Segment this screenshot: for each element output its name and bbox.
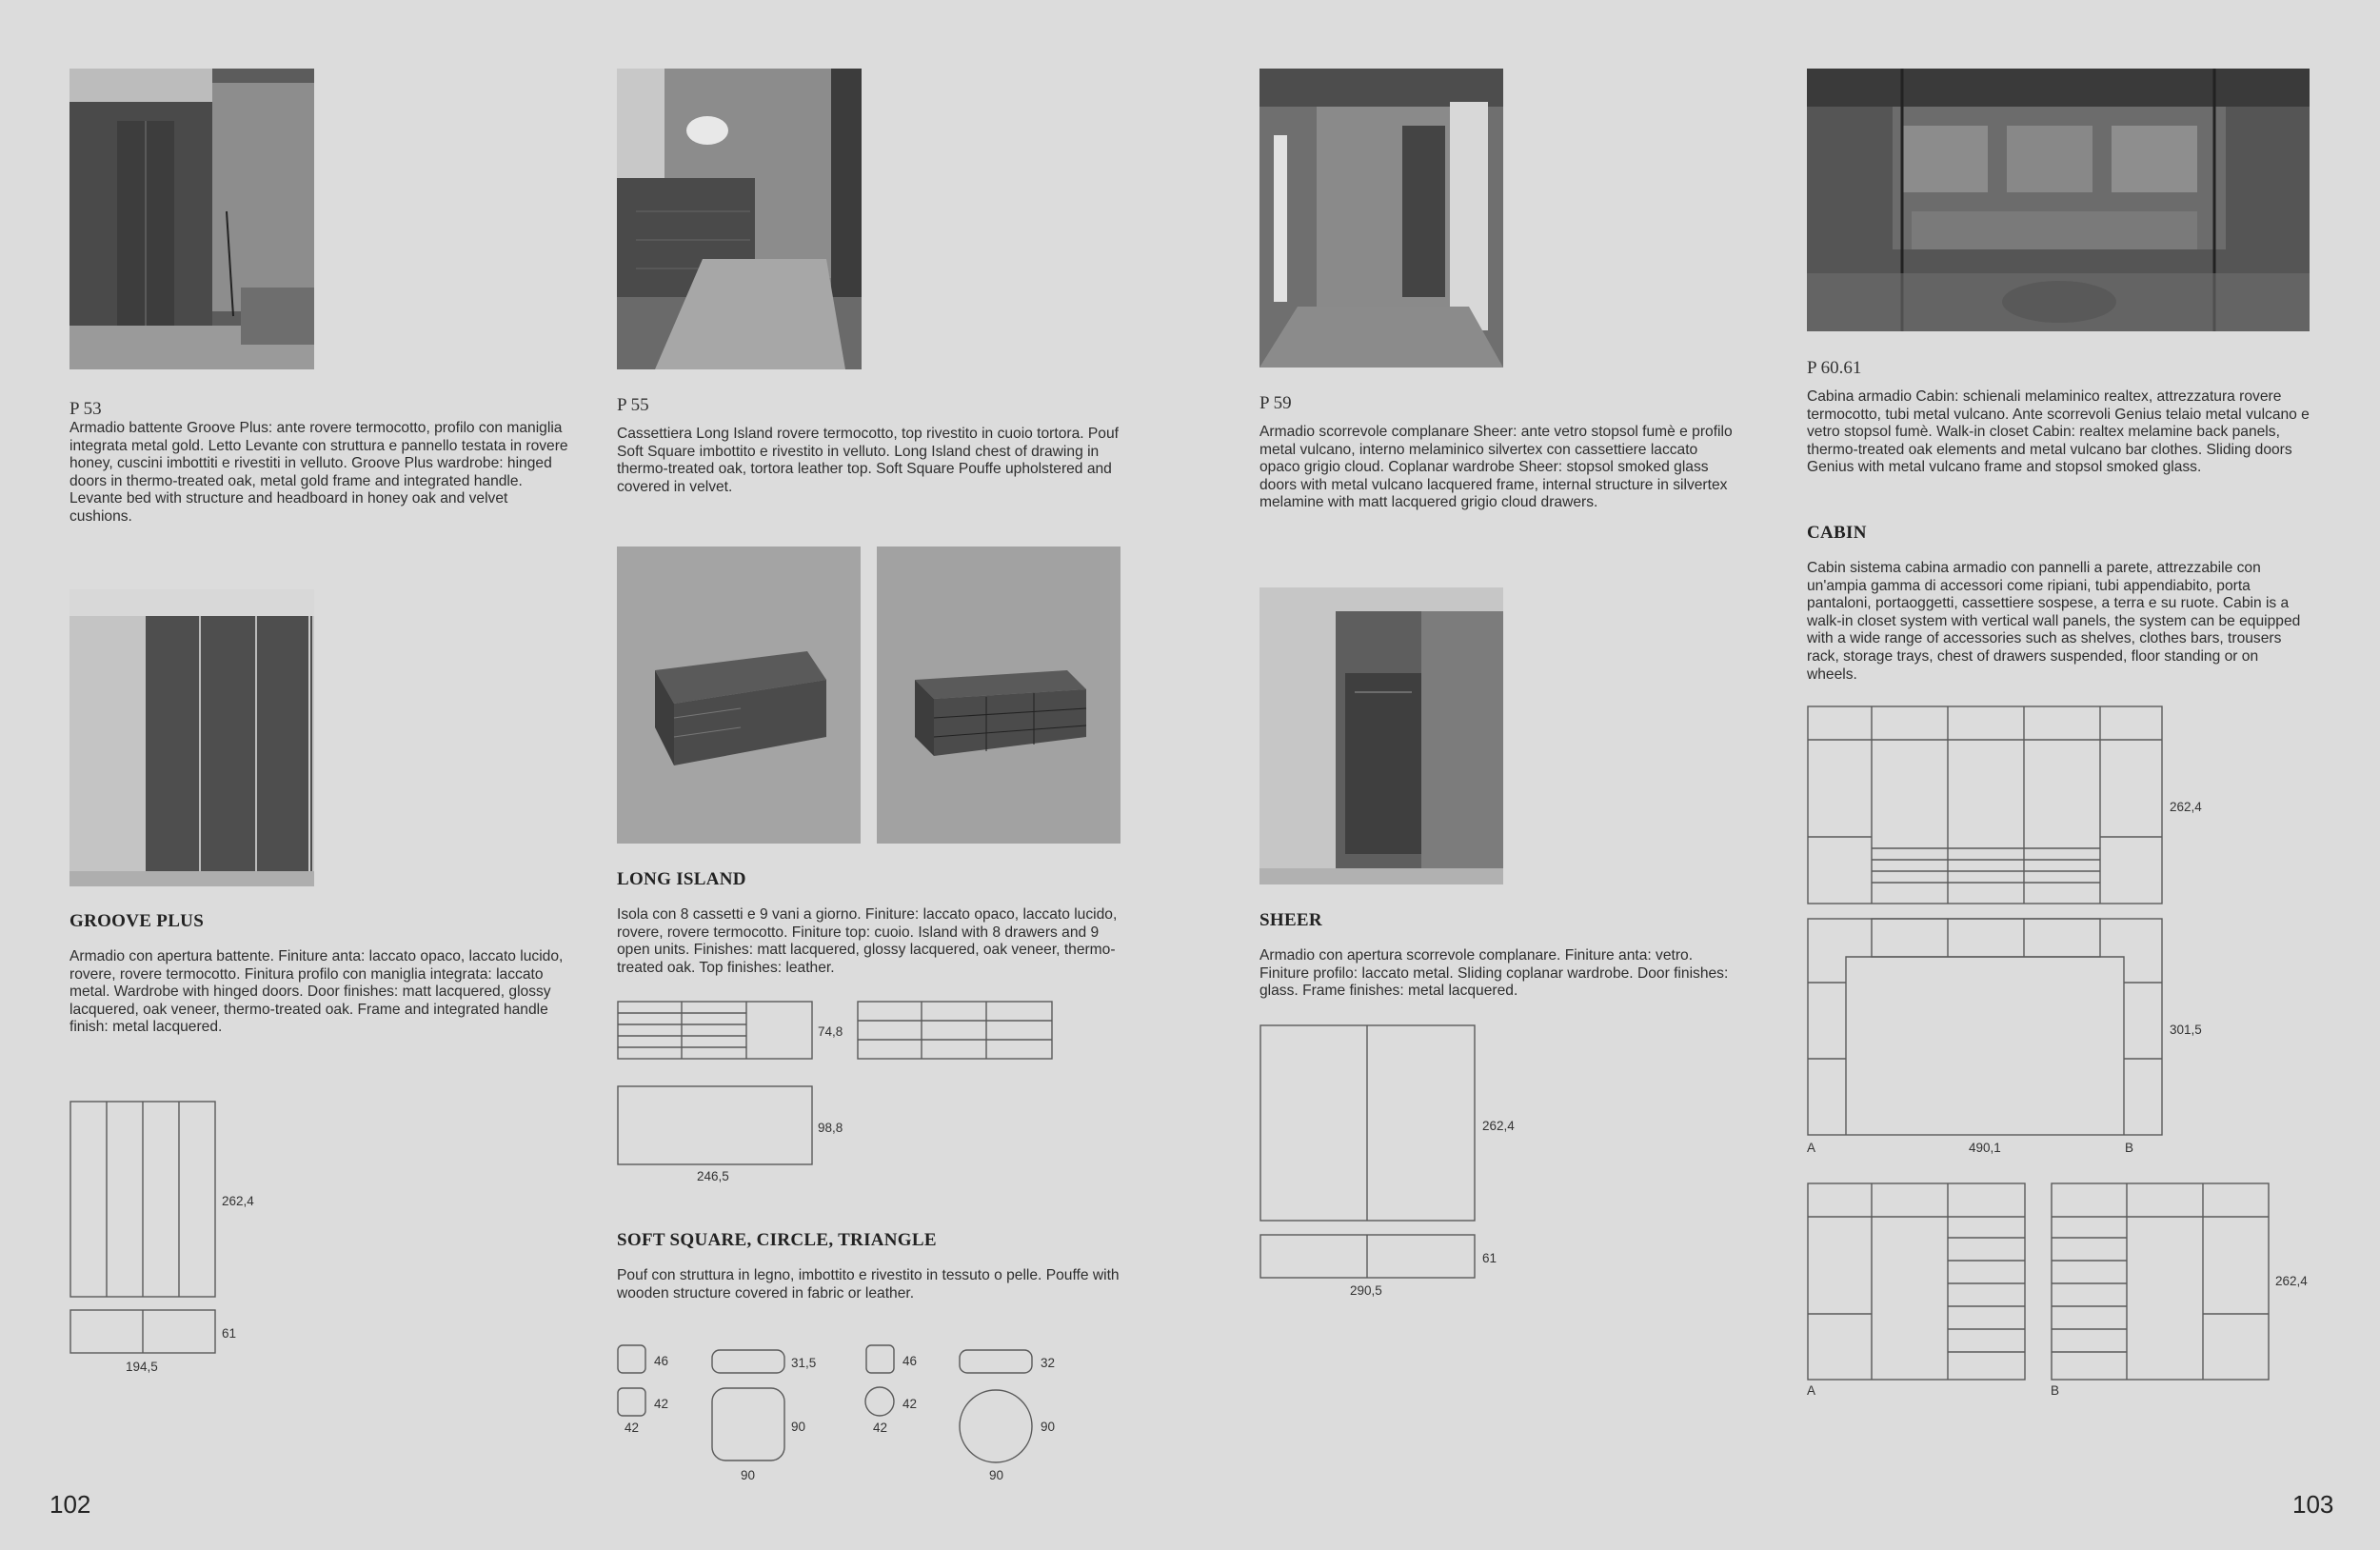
dim-soft-square-height: 31,5 — [791, 1356, 817, 1370]
item-text: Armadio battente Groove Plus: ante rovere termocotto, profilo con maniglia integrata metal gold. Letto Levante con struttura e pannello testata in rovere honey, cuscini imbottiti e rivestiti in velluto. Groove Plus wardrobe: hinged doors in thermo-treated oak, metal gold frame and integrated handle. Levante bed with structure and headboard in honey oak and velvet cushions. — [69, 420, 568, 525]
product-title: LONG ISLAND — [617, 869, 746, 889]
product-sheer — [1259, 910, 1740, 1001]
dim-soft-circle-depth: 90 — [1041, 1420, 1056, 1434]
item-p55 — [617, 395, 1121, 496]
item-ref: P 59 — [1259, 393, 1292, 413]
long-island-plan-drawing — [617, 1085, 814, 1165]
dim-height: 74,8 — [818, 1024, 843, 1039]
item-text: Armadio scorrevole complanare Sheer: ante vetro stopsol fumè e profilo metal vulcano, interno melaminico silvertex con cassettiere laccato opaco grigio cloud. Coplanar wardrobe Sheer: stopsol smoked glass doors with metal vulcano lacquered frame, internal structure in silvertex melamine with matt lacquered grigio cloud drawers. — [1259, 424, 1733, 511]
product-title: CABIN — [1807, 523, 1867, 543]
dim-width: 290,5 — [1350, 1283, 1382, 1298]
cabin-section-a-drawing — [1807, 1182, 2028, 1382]
dim-height: 262,4 — [222, 1194, 254, 1208]
dim-soft-square-width: 90 — [741, 1468, 756, 1482]
photo-sheer-wardrobe — [1259, 69, 1503, 368]
item-ref: P 60.61 — [1807, 358, 1862, 378]
dim-soft-circle-height: 32 — [1041, 1356, 1056, 1370]
dim-width: 246,5 — [697, 1169, 729, 1183]
label-b: B — [2125, 1141, 2134, 1155]
item-p59 — [1259, 393, 1740, 512]
dim-depth: 98,8 — [818, 1121, 843, 1135]
product-groove-plus — [69, 911, 574, 1037]
label-a: A — [1807, 1141, 1816, 1155]
dim-depth: 61 — [1482, 1251, 1497, 1265]
product-cabin — [1807, 523, 2311, 684]
photo-groove-plus-product — [69, 589, 314, 886]
product-text: Isola con 8 cassetti e 9 vani a giorno. Finiture: laccato opaco, laccato lucido, rovere, rovere termocotto. Finiture top: cuoio. Island with 8 drawers and 9 open units. Finishes: matt lacquered, glossy lacquered, oak veneer, thermo-treated oak. Top finishes: leather. — [617, 906, 1118, 976]
item-ref: P 55 — [617, 395, 649, 415]
dim-square-height-2: 42 — [654, 1397, 669, 1411]
product-text: Armadio con apertura battente. Finiture anta: laccato opaco, laccato lucido, rovere, rovere termocotto. Finitura profilo con maniglia integrata: laccato metal. Wardrobe with hinged doors. Door finishes: matt lacquered, glossy lacquered, oak veneer, thermo-treated oak. Frame and integrated handle finish: metal lacquered. — [69, 948, 564, 1036]
product-title: GROOVE PLUS — [69, 911, 205, 931]
photo-long-island-drawers — [617, 546, 861, 844]
item-text: Cabina armadio Cabin: schienali melaminico realtex, attrezzatura rovere termocotto, tubi metal vulcano. Ante scorrevoli Genius telaio metal vulcano e vetro stopsol fumè. Walk-in closet Cabin: realtex melamine back panels, thermo-treated oak elements and metal vulcano bar clothes. Sliding doors Genius with metal vulcano frame and stopsol smoked glass. — [1807, 388, 2310, 476]
item-p6061 — [1807, 358, 2311, 477]
photo-long-island-open — [877, 546, 1121, 844]
dim-depth: 61 — [222, 1326, 237, 1341]
item-p53 — [69, 399, 574, 527]
soft-pouf-drawings — [617, 1344, 1045, 1464]
dim-height: 262,4 — [1482, 1119, 1515, 1133]
photo-groove-plus-bedroom — [69, 69, 314, 369]
groove-plus-front-drawing — [69, 1101, 217, 1358]
dim-cabin-height: 262,4 — [2170, 800, 2202, 814]
product-text: Armadio con apertura scorrevole complanare. Finiture anta: vetro. Finiture profilo: laccato metal. Sliding coplanar wardrobe. Door finishes: glass. Frame finishes: metal lacquered. — [1259, 947, 1729, 1000]
label-b-section: B — [2051, 1383, 2060, 1398]
item-ref: P 53 — [69, 399, 102, 419]
cabin-plan-drawing — [1807, 918, 2165, 1137]
dim-cabin-section-height: 262,4 — [2275, 1274, 2308, 1288]
photo-sheer-product — [1259, 587, 1503, 884]
dim-circle-height: 46 — [902, 1354, 918, 1368]
dim-circle-width: 42 — [873, 1421, 888, 1435]
cabin-section-b-drawing — [2051, 1182, 2271, 1382]
product-text: Cabin sistema cabina armadio con pannelli a parete, attrezzabile con un'ampia gamma di accessori come ripiani, tubi appendiabito, porta pantaloni, portaoggetti, cassettiere sospese, a terra e su ruote. Cabin is a walk-in closet system with vertical wall panels, the system can be equipped with a wide range of accessories such as shelves, clothes bars, trousers rack, storage trays, chest of drawers suspended, floor standing or on wheels. — [1807, 560, 2301, 683]
page-number-right: 103 — [2292, 1490, 2334, 1519]
dim-square-height: 46 — [654, 1354, 669, 1368]
product-soft-square — [617, 1230, 1121, 1302]
dim-cabin-depth: 301,5 — [2170, 1023, 2202, 1037]
photo-cabin-walkin-closet — [1807, 69, 2310, 331]
photo-long-island-room — [617, 69, 862, 369]
dim-soft-square-depth: 90 — [791, 1420, 806, 1434]
product-title: SHEER — [1259, 910, 1322, 930]
page-number-left: 102 — [50, 1490, 91, 1519]
item-text: Cassettiera Long Island rovere termocotto, top rivestito in cuoio tortora. Pouf Soft Square imbottito e rivestito in velluto. Long Island chest of drawing in thermo-treated oak, tortora leather top. Soft Square Pouffe upholstered and covered in velvet. — [617, 426, 1119, 495]
cabin-front-drawing — [1807, 705, 2165, 905]
dim-width: 194,5 — [126, 1360, 158, 1374]
dim-soft-circle-width: 90 — [989, 1468, 1004, 1482]
dim-square-width: 42 — [625, 1421, 640, 1435]
sheer-front-drawing — [1259, 1024, 1477, 1282]
product-long-island — [617, 869, 1121, 977]
product-text: Pouf con struttura in legno, imbottito e rivestito in tessuto o pelle. Pouffe with wooden structure covered in fabric or leather. — [617, 1267, 1120, 1302]
product-title: SOFT SQUARE, CIRCLE, TRIANGLE — [617, 1230, 937, 1250]
label-a-section: A — [1807, 1383, 1816, 1398]
dim-circle-height-2: 42 — [902, 1397, 918, 1411]
dim-cabin-width: 490,1 — [1969, 1141, 2001, 1155]
